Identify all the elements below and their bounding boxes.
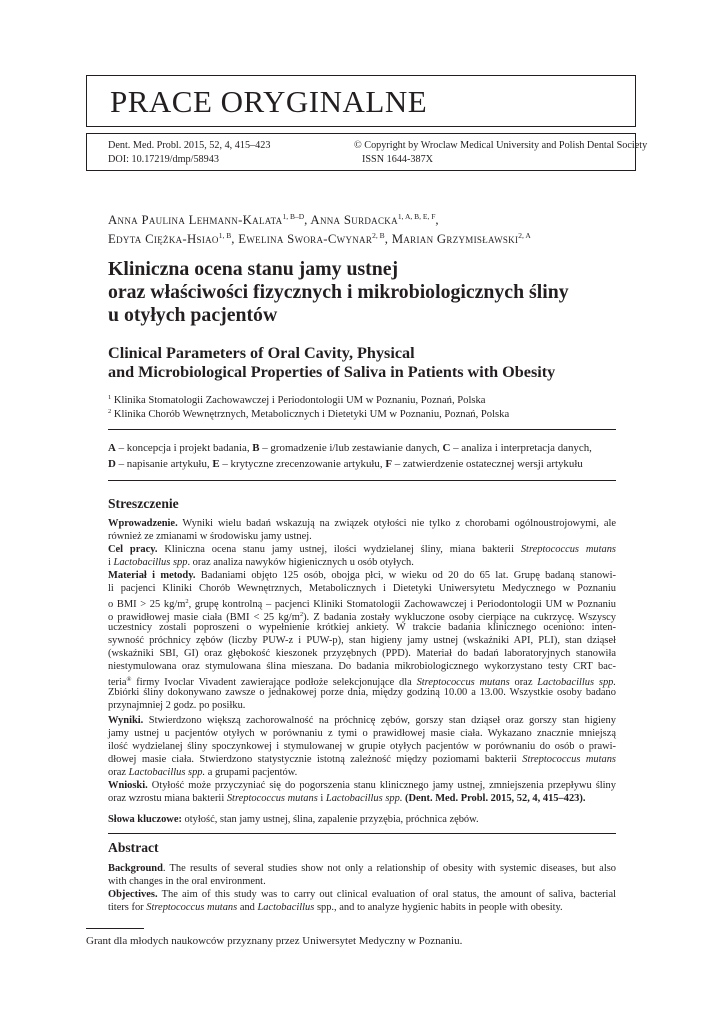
para-text: Kliniczna ocena stanu jamy ustnej, ilości wydzielanej śliny, miana bakterii: [157, 544, 521, 555]
footnote-rule: [86, 928, 144, 929]
author-sup: 2, A: [518, 231, 531, 240]
divider: [108, 480, 616, 481]
divider: [108, 833, 616, 834]
issn: ISSN 1644-387X: [362, 154, 434, 165]
species-name: Lactobacillus spp.: [128, 767, 206, 778]
para-text: ). Z badania zostały wykluczone osoby cierpiące na cukrzycę. Wszyscy: [303, 612, 616, 623]
para-text: . oraz analiza nawyków higienicznych u osób otyłych.: [187, 557, 414, 568]
journal-citation: Dent. Med. Probl. 2015, 52, 4, 415–423: [108, 140, 271, 151]
abstract-line: [108, 792, 616, 805]
contrib-text: – gromadzenie i/lub zestawianie danych,: [259, 442, 443, 454]
para-text: oraz: [509, 677, 538, 688]
species-name: Lactobacillus: [257, 902, 315, 913]
species-name: Streptococcus mutans: [520, 544, 616, 555]
doi: DOI: 10.17219/dmp/58943: [108, 154, 219, 165]
para-text: Wyniki wielu badań wskazują na związek otyłości nie tylko z chorobami ogólnoustrojowymi, ale: [177, 518, 616, 529]
abstract-line: li pacjenci Kliniki Chorób Wewnętrznych, Metabolicznych i Dietetyki Uniwersytetu Medycznego w Poznaniu: [108, 583, 616, 594]
author-name: Ewelina Swora-Cwynar: [238, 232, 373, 246]
abstract-line: przynajmniej 2 godz. po posiłku.: [108, 700, 246, 711]
author-separator: ,: [435, 213, 439, 227]
author-separator: ,: [384, 232, 392, 246]
abstract-line: również ze zmianami w środowisku jamy ustnej.: [108, 531, 312, 542]
para-text: , grupę kontrolną – pacjenci Kliniki Stomatologii Zachowawczej i Periodontologii UM w Poznaniu: [188, 599, 617, 610]
para-label: Wprowadzenie.: [108, 518, 178, 529]
title-en-line: and Microbiological Properties of Saliva in Patients with Obesity: [108, 363, 556, 381]
abstract-line: with changes in the oral environment.: [108, 876, 266, 887]
abstract-line: uczestnicy zostali poproszeni o wypełnienie krótkiej ankiety. W trakcie badania klinicznego oceniono: inten-: [108, 622, 616, 633]
affiliation-text: Klinika Chorób Wewnętrznych, Metabolicznych i Dietetyki UM w Poznaniu, Poznań, Polska: [111, 409, 510, 420]
species-name: Lactobacillus spp.: [537, 677, 616, 688]
author-separator: ,: [231, 232, 239, 246]
abstract-line: niestymulowana oraz stymulowana ślina mieszana. Do badania mikrobiologicznego wykorzystano testy CRT bac-: [108, 661, 616, 672]
para-label: Objectives.: [108, 889, 158, 900]
superscript: 2: [185, 598, 189, 605]
author-name: Marian Grzymisławski: [391, 232, 519, 246]
species-name: Streptococcus mutans: [226, 793, 318, 804]
footnote: Grant dla młodych naukowców przyznany przez Uniwersytet Medyczny w Poznaniu.: [86, 935, 463, 947]
para-text: spp., and to analyze hygienic habits in people with obesity.: [314, 902, 563, 913]
divider: [108, 429, 616, 430]
author-name: Anna Surdacka: [310, 213, 398, 227]
abstract-line: ilość wydzielanej śliny spoczynkowej i stymulowanej w grupie otyłych pacjentów w porównaniu do osób o prawi-: [108, 741, 616, 752]
species-name: Streptococcus mutans: [146, 902, 238, 913]
abstract-line: [108, 556, 616, 569]
para-text: teria: [108, 677, 127, 688]
contrib-code: F: [385, 458, 392, 470]
para-text: a grupami pacjentów.: [205, 767, 298, 778]
contrib-code: B: [252, 442, 260, 454]
para-label: Wnioski.: [108, 780, 148, 791]
affiliation: [108, 405, 509, 421]
superscript: ®: [126, 676, 132, 683]
para-text: i: [317, 793, 326, 804]
title-pl-line: u otyłych pacjentów: [108, 304, 278, 326]
authors-line-1: [108, 209, 439, 228]
title-en-line: Clinical Parameters of Oral Cavity, Physical: [108, 344, 415, 362]
abstract-heading: Abstract: [108, 840, 159, 855]
abstract-line: jamy ustnej u pacjentów otyłych w porównaniu z tymi o prawidłowej masie ciała. Wykazano znacznie mniejszą: [108, 728, 616, 739]
para-text: dłowej masie ciała. Stwierdzono statystycznie istotną zależność między poziomami bakterii: [108, 754, 523, 765]
para-text: and: [237, 902, 258, 913]
para-label: Cel pracy.: [108, 544, 158, 555]
para-text: oraz wzrostu miana bakterii: [108, 793, 227, 804]
para-text: The aim of this study was to carry out clinical evaluation of oral status, the amount of saliva, bacterial: [157, 889, 616, 900]
para-label: Wyniki.: [108, 715, 144, 726]
author-sup: 1, A, B, E, F: [397, 212, 436, 221]
abstract-line: [108, 766, 616, 779]
affiliation-number: 1: [108, 394, 112, 401]
copyright: © Copyright by Wroclaw Medical University and Polish Dental Society: [354, 140, 648, 151]
abstract-line: [108, 543, 616, 556]
contrib-code: C: [442, 442, 451, 454]
contrib-text: – analiza i interpretacja danych,: [450, 442, 592, 454]
affiliation-number: 2: [108, 408, 112, 415]
contrib-text: – krytyczne zrecenzowanie artykułu,: [219, 458, 386, 470]
superscript: 2: [299, 611, 304, 618]
author-sup: 2, B: [372, 231, 385, 240]
author-sup: 1, B–D: [282, 212, 305, 221]
abstract-line: [108, 714, 616, 727]
para-text: . The results of several studies show not only a relationship of obesity with systemic diseases, but also: [162, 863, 616, 874]
species-name: Lactobacillus spp.: [325, 793, 403, 804]
contributions-line-1: [108, 441, 592, 455]
para-label: Background: [108, 863, 163, 874]
contrib-text: – koncepcja i projekt badania,: [115, 442, 253, 454]
author-name: Edyta Ciężka-Hsiao: [108, 232, 219, 246]
affiliation-text: Klinika Stomatologii Zachowawczej i Periodontologii UM w Poznaniu, Poznań, Polska: [111, 395, 486, 406]
contrib-code: E: [212, 458, 220, 470]
title-pl-line: oraz właściwości fizycznych i mikrobiologicznych śliny: [108, 281, 569, 303]
para-text: Stwierdzono większą zachorowalność na próchnicę zębów, gorszy stan dziąseł oraz gorszy stan higieny: [143, 715, 616, 726]
para-label: Materiał i metody.: [108, 570, 196, 581]
abstract-line: [108, 901, 616, 914]
section-title: PRACE ORYGINALNE: [110, 84, 428, 119]
para-text: firmy Ivoclar Vivadent zawierające podłoże selekcjonujące dla: [131, 677, 417, 688]
para-text: i: [108, 557, 114, 568]
species-name: Lactobacillus spp: [113, 557, 188, 568]
abstract-line: [108, 862, 616, 875]
para-text: Badaniami objęto 125 osób, obojga płci, w wieku od 20 do 65 lat. Grupę badaną stanowi-: [195, 570, 616, 581]
contrib-code: D: [108, 458, 116, 470]
abstract-line: (wskaźniki SBI, GI) oraz głębokość kieszonek przyzębnych (PPD). Materiał do badań laboratoryjnych stanowiła: [108, 648, 616, 659]
streszczenie-heading: Streszczenie: [108, 496, 179, 511]
author-name: Anna Paulina Lehmann-Kalata: [108, 213, 283, 227]
contrib-code: A: [108, 442, 116, 454]
authors-line-2: [108, 228, 531, 247]
para-text: titers for: [108, 902, 147, 913]
abstract-line: [108, 569, 616, 582]
para-text: Otyłość może przyczyniać się do pogorszenia stanu klinicznego jamy ustnej, zmniejszenia przepływu śliny: [147, 780, 616, 791]
abstract-line: [108, 779, 616, 792]
author-separator: ,: [304, 213, 311, 227]
abstract-line: [108, 888, 616, 901]
abstract-line: Zbiórki śliny dokonywano zawsze o jednakowej porze dnia, między godziną 10.00 a 13.00. Wszystkie osoby badano: [108, 687, 616, 698]
contrib-text: – zatwierdzenie ostatecznej wersji artykułu: [391, 458, 583, 470]
contrib-text: – napisanie artykułu,: [115, 458, 213, 470]
para-text: oraz: [108, 767, 129, 778]
keywords-line: [108, 813, 616, 826]
citation-ref: (Dent. Med. Probl. 2015, 52, 4, 415–423).: [405, 793, 586, 804]
para-text: o BMI > 25 kg/m: [108, 599, 186, 610]
contributions-line-2: [108, 457, 583, 471]
species-name: Streptococcus mutans: [522, 754, 616, 765]
title-pl-line: Kliniczna ocena stanu jamy ustnej: [108, 258, 399, 280]
keywords-label: Słowa kluczowe:: [108, 814, 182, 825]
author-sup: 1, B: [218, 231, 232, 240]
para-text: o prawidłowej masie ciała (BMI < 25 kg/m: [108, 612, 300, 623]
abstract-line: sywność próchnicy zębów (liczby PUW-z i PUW-p), stan higieny jamy ustnej (wskaźniki API, PLI), stan dziąseł: [108, 635, 616, 646]
keywords-text: otyłość, stan jamy ustnej, ślina, zapalenie przyzębia, próchnica zębów.: [181, 814, 479, 825]
species-name: Streptococcus mutans: [416, 677, 510, 688]
abstract-line: [108, 753, 616, 766]
abstract-line: [108, 517, 616, 530]
